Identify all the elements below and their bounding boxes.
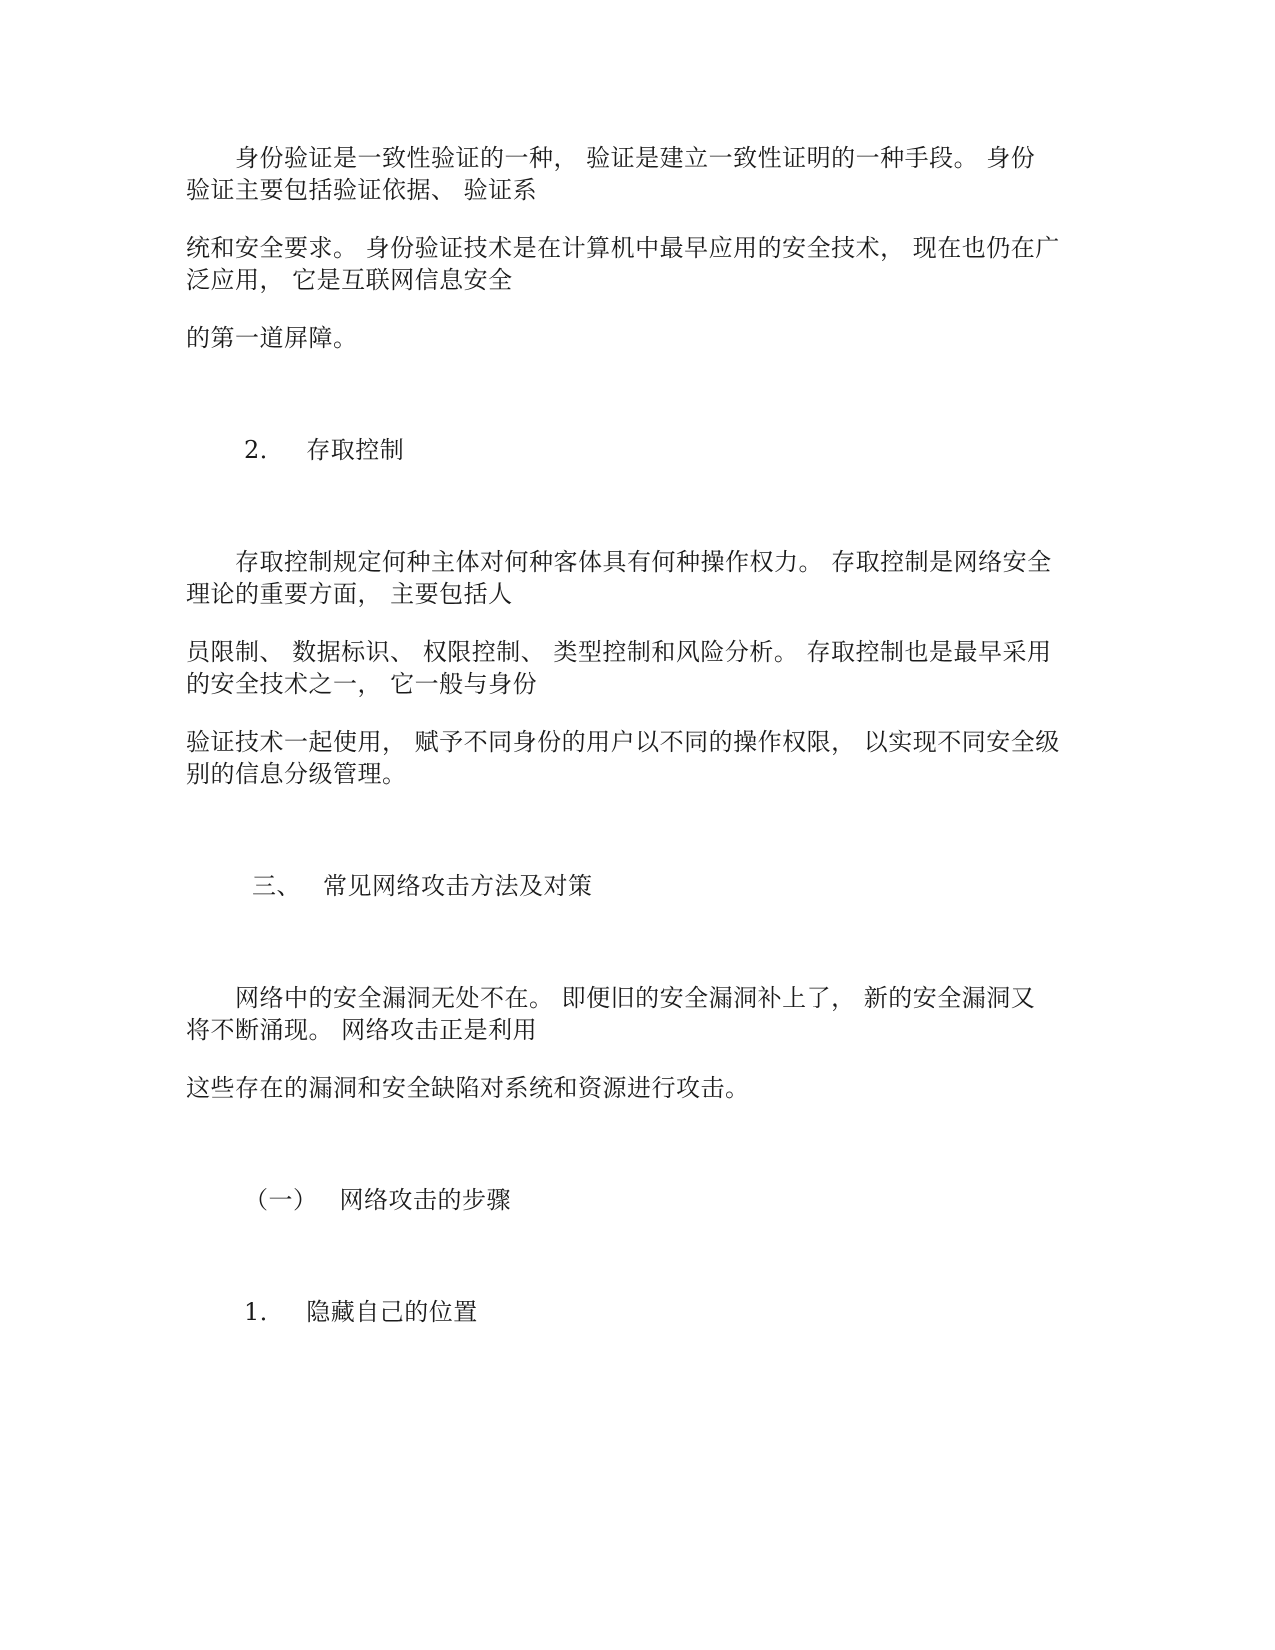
heading-attack-steps-text: 网络攻击的步骤	[339, 1186, 511, 1214]
paragraph-2-line-3: 员限制、 数据标识、 权限控制、 类型控制和风险分析。 存取控制也是最早采用	[186, 638, 1052, 666]
paragraph-3-line-1: 网络中的安全漏洞无处不在。 即便旧的安全漏洞补上了， 新的安全漏洞又	[186, 984, 1036, 1012]
heading-section-three-text: 常见网络攻击方法及对策	[323, 872, 593, 900]
heading-attack-steps-number: （一）	[244, 1186, 318, 1214]
paragraph-1-line-1: 身份验证是一致性验证的一种， 验证是建立一致性证明的一种手段。 身份	[186, 144, 1036, 172]
paragraph-2-line-6: 别的信息分级管理。	[186, 760, 407, 788]
heading-hide-position-number: 1．	[244, 1298, 285, 1326]
paragraph-1-line-2: 验证主要包括验证依据、 验证系	[186, 176, 538, 204]
paragraph-1-line-3: 统和安全要求。 身份验证技术是在计算机中最早应用的安全技术， 现在也仍在广	[186, 234, 1060, 262]
heading-access-control-number: 2．	[244, 436, 285, 464]
heading-access-control-text: 存取控制	[306, 436, 405, 464]
paragraph-2-line-1: 存取控制规定何种主体对何种客体具有何种操作权力。 存取控制是网络安全	[186, 548, 1052, 576]
heading-hide-position	[244, 1296, 478, 1328]
heading-section-three	[252, 870, 593, 902]
paragraph-2-line-5: 验证技术一起使用， 赋予不同身份的用户以不同的操作权限， 以实现不同安全级	[186, 728, 1060, 756]
paragraph-1-line-4: 泛应用， 它是互联网信息安全	[186, 266, 513, 294]
paragraph-3-line-2: 将不断涌现。 网络攻击正是利用	[186, 1016, 538, 1044]
heading-section-three-number: 三、	[252, 872, 301, 900]
paragraph-2-line-4: 的安全技术之一， 它一般与身份	[186, 670, 538, 698]
heading-access-control	[244, 434, 404, 466]
paragraph-2-line-2: 理论的重要方面， 主要包括人	[186, 580, 513, 608]
paragraph-3-line-3: 这些存在的漏洞和安全缺陷对系统和资源进行攻击。	[186, 1074, 750, 1102]
heading-hide-position-text: 隐藏自己的位置	[306, 1298, 478, 1326]
heading-attack-steps	[244, 1184, 511, 1216]
paragraph-1-line-5: 的第一道屏障。	[186, 324, 358, 352]
